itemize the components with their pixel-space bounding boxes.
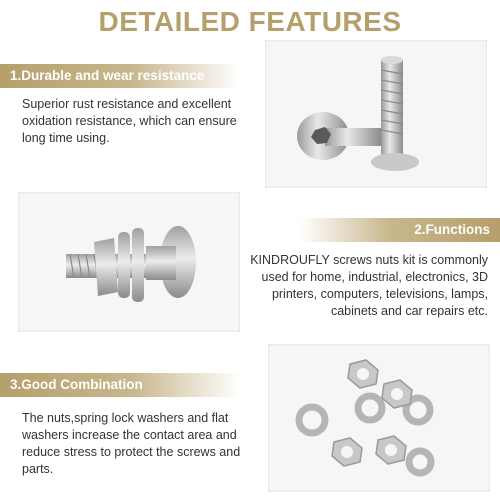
section-2-description: [244, 252, 488, 320]
section-1-description: [22, 96, 262, 147]
section-3-description: [22, 410, 262, 478]
bolt-washer-nut-assembly-icon: [18, 192, 240, 332]
section-2-line-4: cabinets and car repairs etc.: [330, 304, 488, 318]
section-2-line-1: KINDROUFLY screws nuts kit is commonly: [250, 253, 488, 267]
button-head-bolt-icon: [265, 40, 487, 188]
nuts-washers-graphic: [268, 344, 490, 492]
page-title: DETAILED FEATURES: [98, 6, 402, 37]
section-3-line-2: washers increase the contact area and: [22, 428, 237, 442]
section-1-line-3: long time using.: [22, 131, 110, 145]
section-1-line-1: Superior rust resistance and excellent: [22, 97, 232, 111]
section-2-heading: 2.Functions: [300, 218, 500, 242]
section-3-line-4: parts.: [22, 462, 54, 476]
section-3-line-1: The nuts,spring lock washers and flat: [22, 411, 229, 425]
section-1-heading: 1.Durable and wear resistance: [0, 64, 240, 88]
section-3-heading: 3.Good Combination: [0, 373, 240, 397]
section-3-line-3: reduce stress to protect the screws and: [22, 445, 241, 459]
section-2-line-2: used for home, industrial, electronics, 3D: [261, 270, 488, 284]
button-head-bolt-graphic: [265, 40, 487, 188]
bolt-assembly-graphic: [18, 192, 240, 332]
nuts-and-washers-icon: [268, 344, 490, 492]
section-1-line-2: oxidation resistance, which can ensure: [22, 114, 237, 128]
section-2-line-3: printers, computers, televisions, lamps,: [271, 287, 488, 301]
